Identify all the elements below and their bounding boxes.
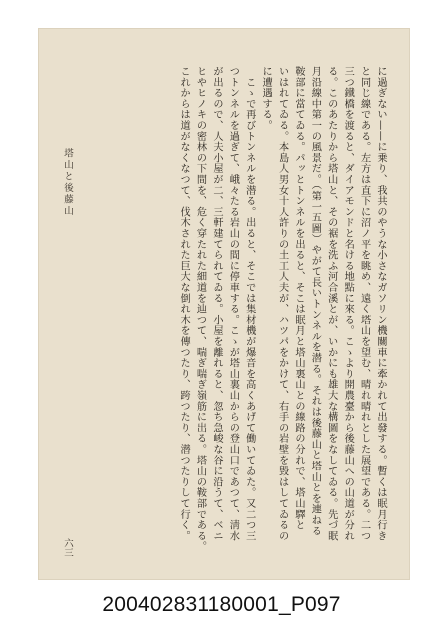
text-line: いはれてゐる。本島人男女十人許りの土工人夫が、ハツパをかけて、右手の岩壁を毀はしてゐるの <box>276 66 288 542</box>
text-line: こゝで再びトンネルを潜る。出ると、そこでは集材機が爆音を高くあげて働いてゐた。又二つ三 <box>243 66 255 542</box>
text-line: ヒやヒノキの密林の下間を、危く穿たれた細道を辿つて、喘ぎ喘ぎ嶺筋に出る。塔山の鞍部である。 <box>194 66 206 552</box>
text-line: これからは道がなくなつて、伐木された巨大な倒れ木を傳つたり、跨つたり、潜つたりして行く。 <box>178 66 190 542</box>
text-line: つトンネルを過ぎて、峨々たる岩山の間に停車する。こゝが塔山裏山からの登山口であつて、淸水 <box>227 66 239 542</box>
text-line: 三つ鐵橋を渡ると、ダイアモンドと名ける地點に來る。こゝより開農臺から後藤山への山道が分れ <box>342 66 354 542</box>
text-line: 鞍部に當てゐる。パッとトンネルを出ると、そこは眠月と塔山裏山との線路の分れで、塔山驛と <box>292 66 304 531</box>
text-line: る。このあたりから塔山と、その裾を洗ふ河合溪とが、いかにも雄大な構圖をなしてゐる。先づ眠 <box>325 66 337 542</box>
page-number: 六三 <box>62 538 73 557</box>
book-page <box>38 28 410 580</box>
text-line: に遭遇する。 <box>260 66 272 131</box>
image-caption: 200402831180001_P097 <box>102 593 341 616</box>
text-line: と同じ線である。左方は直下に沼ノ平を眺め、遠く塔山を望む、晴れ晴れとした展望である。二つ <box>358 66 370 542</box>
running-head: 塔山と後藤山 <box>62 148 73 217</box>
text-line: が出るので、人夫小屋が二、三軒建てられてゐる。小屋を離れると、忽ち急峻な谷に沿うて、ベニ <box>210 66 222 542</box>
text-line: に過ぎない——に乗り、我共のやうな小さなガソリン機關車に牽かれて出發する。暫くは眠月行き <box>375 66 386 542</box>
text-line: 月沿線中第一の風景だ。（第一五圖）やがて長いトンネルを潜る。それは後藤山と塔山とを連ねる <box>309 66 321 537</box>
body-text <box>175 66 388 552</box>
